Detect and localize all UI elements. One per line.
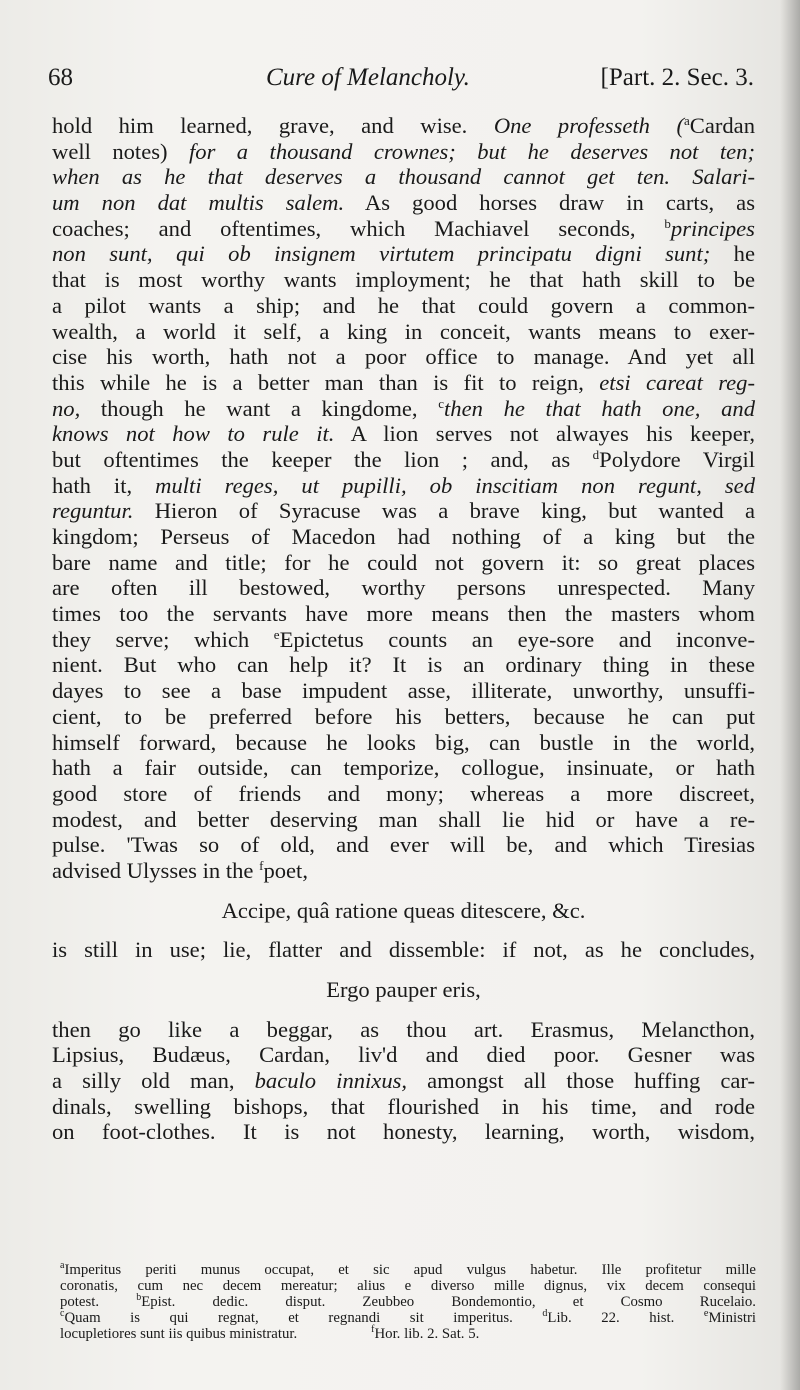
text-line: but oftentimes the keeper the lion ; and, as $^d$Polydore Virgil: [52, 446, 755, 472]
footnote-marker: f: [259, 857, 264, 873]
text-line: bare name and title; for he could not govern it: so great places: [52, 549, 755, 575]
footnotes: [60, 1262, 756, 1342]
text-line: is still in use; lie, flatter and dissemble: if not, as he concludes,: [52, 937, 755, 963]
text-line: hath it, multi reges, ut pupilli, ob inscitiam non regunt, sed: [52, 472, 755, 498]
text-line: dinals, swelling bishops, that flourished in his time, and rode: [52, 1093, 755, 1119]
footnote-marker: c: [60, 1308, 65, 1319]
footnote-marker: e: [273, 626, 280, 642]
footnote-marker: d: [542, 1308, 548, 1319]
text-line: non sunt, qui ob insignem virtutem principatu digni sunt; he: [52, 241, 755, 267]
page-edge-shadow: [780, 0, 800, 1390]
text-line: cient, to be preferred before his betters, because he can put: [52, 703, 755, 729]
text-line: modest, and better deserving man shall lie hid or have a re-: [52, 806, 755, 832]
page-number: 68: [48, 64, 73, 91]
text-line: when as he that deserves a thousand cannot get ten. Salari-: [52, 164, 755, 190]
text-line: on foot-clothes. It is not honesty, learning, worth, wisdom,: [52, 1119, 755, 1145]
text-line: that is most worthy wants imployment; he that hath skill to be: [52, 267, 755, 293]
verse-quotation: Ergo pauper eris,: [326, 977, 481, 1002]
footnote-line: coronatis, cum nec decem mereatur; alius e diverso mille dignus, vix decem consequi: [60, 1278, 756, 1294]
text-line: reguntur. Hieron of Syracuse was a brave king, but wanted a: [52, 498, 755, 524]
text-line: hold him learned, grave, and wise. One professeth ($^a$Cardan: [52, 113, 755, 138]
text-line: kingdom; Perseus of Macedon had nothing of a king but the: [52, 524, 755, 549]
text-line: then go like a beggar, as thou art. Erasmus, Melancthon,: [52, 1016, 755, 1042]
verse-quotation: Accipe, quâ ratione queas ditescere, &c.: [221, 897, 586, 923]
text-line: a pilot wants a ship; and he that could govern a common-: [52, 292, 755, 318]
text-line: well notes) for a thousand crownes; but he deserves not ten;: [52, 138, 755, 164]
footnote-line: locupletiores sunt iis quibus ministratur. $^f$Hor. lib. 2. Sat. 5.: [60, 1324, 480, 1342]
footnote-marker: a: [60, 1260, 65, 1271]
footnote-marker: b: [136, 1292, 142, 1303]
text-line: knows not how to rule it. A lion serves not alwayes his keeper,: [52, 421, 756, 447]
footnote-marker: b: [664, 215, 671, 231]
text-line: um non dat multis salem. As good horses draw in carts, as: [52, 190, 755, 216]
footnote-line: $^c$Quam is qui regnat, et regnandi sit imperitus. $^d$Lib. 22. hist. $^e$Ministri: [60, 1308, 756, 1326]
text-line: dayes to see a base impudent asse, illiterate, unworthy, unsuffi-: [52, 678, 755, 704]
footnote-line: $^a$Imperitus periti munus occupat, et sic apud vulgus habetur. Ille profitetur mille: [60, 1260, 756, 1278]
text-line: no, though he want a kingdome, $^c$then he that hath one, and: [52, 395, 755, 421]
text-line: are often ill bestowed, worthy persons unrespected. Many: [52, 575, 755, 601]
body-text: [52, 113, 755, 1145]
text-line: this while he is a better man than is fit to reign, etsi careat reg-: [52, 369, 756, 395]
text-line: cise his worth, hath not a poor office to manage. And yet all: [52, 344, 755, 370]
text-line: advised Ulysses in the $^f$poet,: [52, 857, 308, 883]
running-header: [48, 64, 758, 98]
section-reference: [Part. 2. Sec. 3.: [600, 64, 754, 91]
text-line: himself forward, because he looks big, can bustle in the world,: [52, 729, 755, 755]
text-line: good store of friends and mony; whereas a more discreet,: [52, 780, 755, 806]
text-line: Lipsius, Budæus, Cardan, liv'd and died poor. Gesner was: [52, 1042, 755, 1068]
text-line: they serve; which $^e$Epictetus counts an eye-sore and inconve-: [52, 626, 755, 652]
footnote-marker: d: [592, 446, 600, 462]
text-line: nient. But who can help it? It is an ordinary thing in these: [52, 652, 755, 678]
text-line: pulse. 'Twas so of old, and ever will be, and which Tiresias: [52, 832, 755, 858]
running-title: Cure of Melancholy.: [266, 64, 470, 91]
footnote-marker: f: [371, 1324, 375, 1335]
text-line: hath a fair outside, can temporize, collogue, insinuate, or hath: [52, 755, 755, 781]
footnote-marker: c: [438, 395, 445, 411]
text-line: times too the servants have more means then the masters whom: [52, 601, 755, 627]
footnote-line: potest. $^b$Epist. dedic. disput. Zeubbeo Bondemontio, et Cosmo Rucelaio.: [60, 1292, 757, 1310]
text-line: coaches; and oftentimes, which Machiavel seconds, $^b$principes: [52, 215, 755, 241]
footnote-marker: a: [683, 113, 690, 128]
footnote-marker: e: [703, 1308, 709, 1319]
text-line: wealth, a world it self, a king in conceit, wants means to exer-: [52, 318, 755, 344]
text-line: a silly old man, baculo innixus, amongst all those huffing car-: [52, 1068, 755, 1094]
